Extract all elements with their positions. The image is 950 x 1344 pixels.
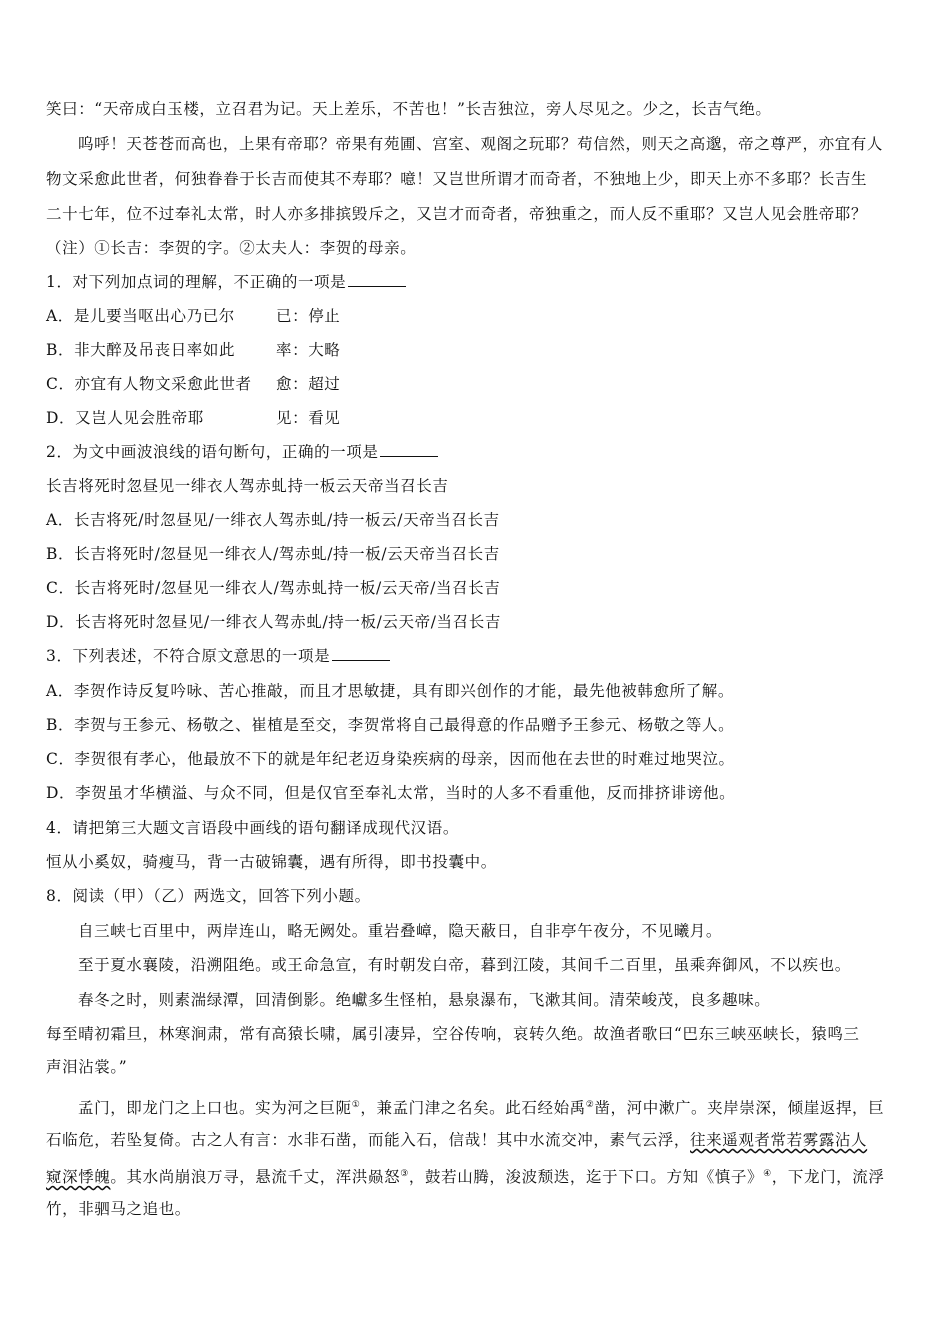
passage-text: ，下龙门，流浮 [771,1168,885,1187]
passage-text: 。其水尚崩浪万寻，悬流千丈，浑洪赑怒 [110,1168,401,1187]
question-3-stem [46,645,908,667]
question-1-option-d [46,407,908,429]
passage-jia-line: 自三峡七百里中，两岸连山，略无阙处。重岩叠嶂，隐天蔽日，自非亭午夜分，不见曦月。 [78,922,723,940]
question-3-option-a: A．李贺作诗反复吟咏、苦心推敲，而且才思敏捷，具有即兴创作的才能，最先他被韩愈所了解。 [46,682,734,700]
option-gloss: 愈：超过 [276,375,341,393]
passage-jia-line: 至于夏水襄陵，沿溯阻绝。或王命急宣，有时朝发白帝，暮到江陵，其间千二百里，虽乘奔御风，不以疾也。 [78,956,851,974]
question-3-option-c: C．李贺很有孝心，他最放不下的就是年纪老迈身染疾病的母亲，因而他在去世的时难过地哭泣。 [46,750,735,768]
option-gloss: 已：停止 [276,307,341,325]
answer-blank[interactable] [380,455,438,457]
answer-blank[interactable] [348,285,406,287]
wavy-underlined-text: 窥深悸魄 [46,1168,111,1187]
question-3-option-b: B．李贺与王参元、杨敬之、崔植是至交，李贺常将自己最得意的作品赠予王参元、杨敬之等人。 [46,716,735,734]
footnote-marker: ④ [763,1169,772,1179]
passage-yi-line [78,1094,908,1119]
question-text: 3．下列表述，不符合原文意思的一项是 [46,647,331,665]
question-2-option-b: B．长吉将死时/忽昼见一绯衣人/驾赤虬/持一板/云天帝当召长吉 [46,545,500,563]
passage-text: 凿，河中漱广。夹岸崇深，倾崖返捍，巨 [594,1099,885,1118]
passage-text: ，兼孟门津之名矣。此石经始禹 [360,1099,586,1118]
option-gloss: 率：大略 [276,341,341,359]
option-gloss: 见：看见 [276,409,341,427]
question-text: 2．为文中画波浪线的语句断句，正确的一项是 [46,443,379,461]
footnote-marker: ③ [400,1169,409,1179]
option-text: D．又岂人见会胜帝耶 [46,409,204,427]
question-3-option-d: D．李贺虽才华横溢、与众不同，但是仅官至奉礼太常，当时的人多不看重他，反而排挤诽谤他。 [46,784,736,802]
question-2-option-a: A．长吉将死/时忽昼见/一绯衣人驾赤虬/持一板云/天帝当召长吉 [46,511,500,529]
question-2-option-c: C．长吉将死时/忽昼见一绯衣人/驾赤虬持一板/云天帝/当召长吉 [46,579,501,597]
footnote-marker: ① [351,1100,361,1110]
footnote-marker: ② [585,1100,595,1110]
option-text: C．亦宜有人物文采愈此世者 [46,375,252,393]
passage-text: 孟门，即龙门之上口也。实为河之巨阨 [78,1099,352,1118]
question-4-stem: 4．请把第三大题文言语段中画线的语句翻译成现代汉语。 [46,819,459,837]
passage-text: 石临危，若坠复倚。古之人有言：水非石凿，而能入石，信哉！其中水流交冲，素气云浮， [46,1131,691,1149]
passage-line: 呜呼！天苍苍而高也，上果有帝耶？帝果有苑圃、宫室、观阁之玩耶？苟信然，则天之高邈，帝之尊严，亦宜有人 [78,135,884,153]
passage-yi-line [46,1163,908,1188]
question-text: 1．对下列加点词的理解，不正确的一项是 [46,273,347,291]
passage-jia-line: 声泪沾裳。” [46,1058,128,1076]
passage-line: 二十七年，位不过奉礼太常，时人亦多排摈毁斥之，又岂才而奇者，帝独重之，而人反不重耶？又岂人见会胜帝耶？ [46,205,868,223]
question-1-option-a [46,305,908,327]
wavy-underlined-text: 往来遥观者常若雾露沾人 [690,1131,868,1149]
question-1-option-c [46,373,908,395]
question-2-option-d: D．长吉将死时忽昼见/一绯衣人驾赤虬/持一板/云天帝/当召长吉 [46,613,501,631]
option-text: A．是儿要当呕出心乃已尔 [46,307,235,325]
passage-yi-line [46,1129,908,1151]
passage-jia-line: 春冬之时，则素湍绿潭，回清倒影。绝巘多生怪柏，悬泉瀑布，飞漱其间。清荣峻茂，良多趣味。 [78,991,771,1009]
passage-line: 笑曰：“天帝成白玉楼，立召君为记。天上差乐，不苦也！”长吉独泣，旁人尽见之。少之，长吉气绝。 [46,100,772,118]
passage-line: 物文采愈此世者，何独眷眷于长吉而使其不寿耶？噫！又岂世所谓才而奇者，不独地上少，即天上亦不多耶？长吉生 [46,170,868,188]
passage-yi-line: 竹，非驷马之追也。 [46,1200,191,1218]
answer-blank[interactable] [332,659,390,661]
option-text: B．非大醉及吊丧日率如此 [46,341,236,359]
passage-jia-line: 每至晴初霜旦，林寒涧肃，常有高猿长啸，属引凄异，空谷传响，哀转久绝。故渔者歌曰“巴东三峡巫峡长，猿鸣三 [46,1025,860,1043]
question-2-stem [46,441,908,463]
question-1-option-b [46,339,908,361]
question-8-stem: 8．阅读（甲）（乙）两选文，回答下列小题。 [46,887,371,905]
question-4-sentence: 恒从小奚奴，骑瘦马，背一古破锦囊，遇有所得，即书投囊中。 [46,853,497,871]
question-2-sentence: 长吉将死时忽昼见一绯衣人驾赤虬持一板云天帝当召长吉 [46,477,449,495]
passage-text: ，鼓若山腾，浚波颓迭，迄于下口。方知《慎子》 [408,1168,764,1187]
annotation-note: （注）①长吉：李贺的字。②太夫人：李贺的母亲。 [46,239,417,257]
question-1-stem [46,271,908,293]
